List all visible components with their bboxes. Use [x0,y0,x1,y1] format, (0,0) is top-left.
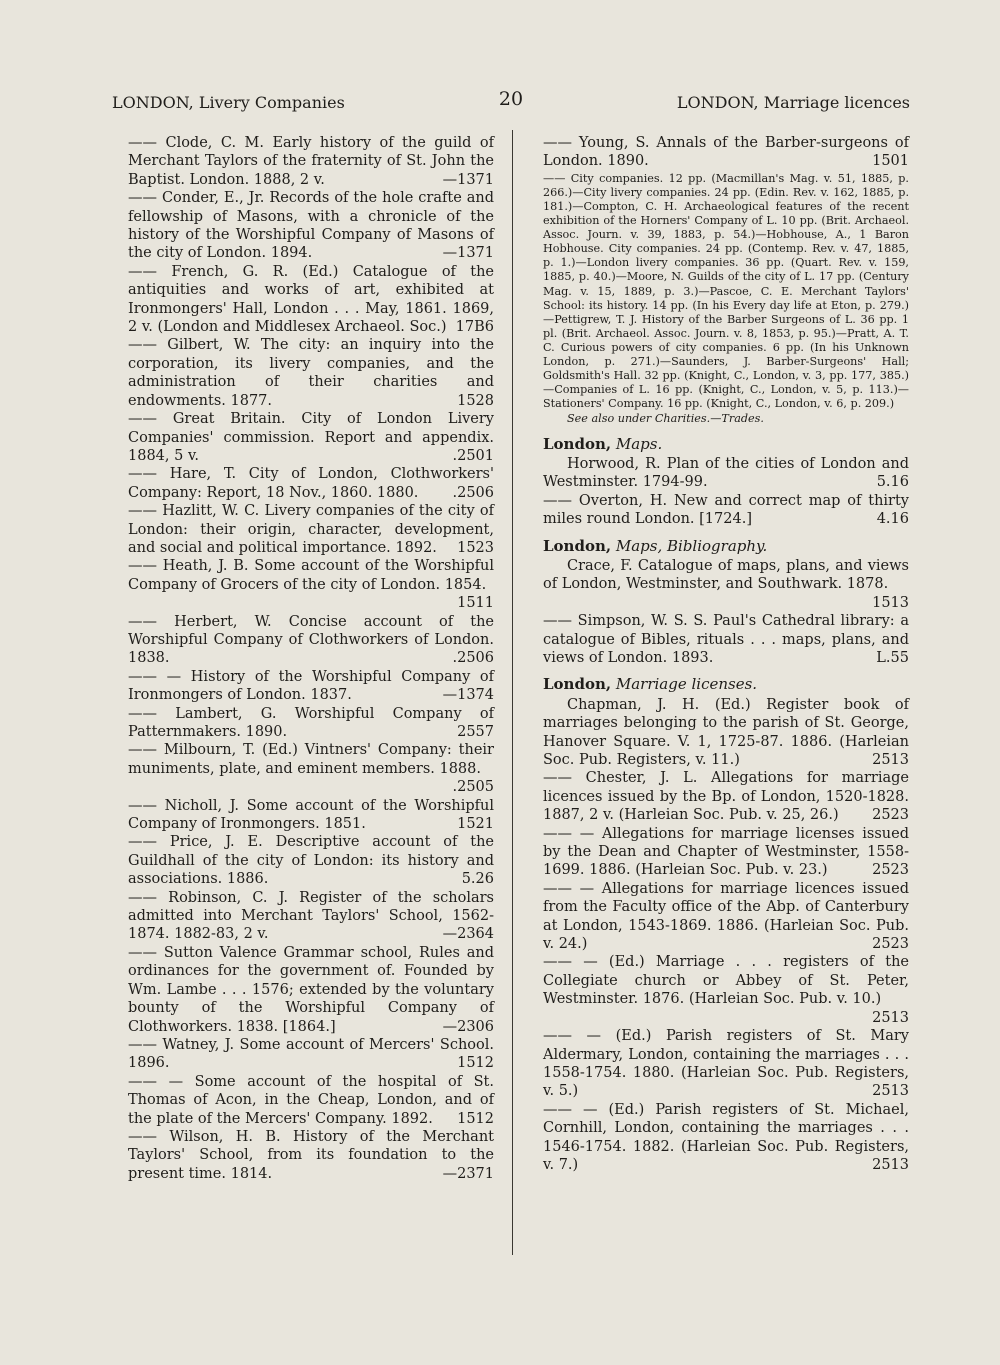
entry-text: —— Chester, J. L. Allegations for marriage licences issued by the Bp. of London, 1520-1828. 1887, 2 v. (Harleian Soc. Pub. v. 25, 26.) [543,770,909,824]
entry-text: Chapman, J. H. (Ed.) Register book of marriages belonging to the parish of St. George, Hanover Square. V. 1, 1725-87. 1886. (Harleian Soc. Pub. Registers, v. 11.) [543,696,909,768]
catalogue-entry [128,263,494,337]
entry-shelfmark: 5.26 [461,871,494,888]
entry-shelfmark: 1501 [872,153,909,170]
entry-shelfmark: 2523 [872,862,909,879]
entry-text: —— — (Ed.) Marriage . . . registers of the Collegiate church or Abbey of St. Peter, Westminster. 1876. (Harleian Soc. Pub. v. 10.) [543,954,909,1008]
entry-text: —— — (Ed.) Parish registers of St. Michael, Cornhill, London, containing the marriages . . . 1546-1754. 1882. (Harleian Soc. Pub. Registers, v. 7.) [543,1101,909,1173]
entry-shelfmark: 2513 [872,1156,909,1173]
entry-text: —— — History of the Worshipful Company of Ironmongers of London. 1837. [128,668,494,704]
section-heading-marriage [543,675,909,693]
entry-text: —— Hazlitt, W. C. Livery companies of the city of London: their origin, character, development, and social and political importance. 1892. [128,503,494,556]
entry-shelfmark: 5.16 [876,474,909,491]
entry-shelfmark: 1512 [457,1110,494,1127]
catalogue-entry [543,1101,909,1175]
entry-shelfmark: 2513 [872,1009,909,1026]
bibliography-entries [543,557,909,667]
catalogue-entry [128,410,494,465]
catalogue-entry [128,134,494,189]
entry-shelfmark: 1513 [872,594,909,611]
catalogue-entry [128,1128,494,1183]
entry-text: —— Overton, H. New and correct map of thirty miles round London. [1724.] [543,492,909,528]
page-number: 20 [498,88,524,110]
catalogue-entry [128,557,494,612]
catalogue-entry [128,668,494,705]
entry-text: —— Heath, J. B. Some account of the Worshipful Company of Grocers of the city of London. 1854. [128,558,494,593]
catalogue-entry [128,833,494,888]
entry-text: —— Sutton Valence Grammar school, Rules and ordinances for the government of. Founded by Wm. Lambe . . . 1576; extended by the voluntary bounty of the Worshipful Company of Clothworkers. 1838. [1864.] [128,944,494,1035]
section-heading-bold: London, [543,434,612,453]
catalogue-entry [543,557,909,612]
catalogue-entry [128,189,494,263]
entry-text: —— — (Ed.) Parish registers of St. Mary Aldermary, London, containing the marriages . . . 1558-1754. 1880. (Harleian Soc. Pub. Registers, v. 5.) [543,1028,909,1100]
entry-text: —— — Some account of the hospital of St. Thomas of Acon, in the Cheap, London, and of the plate of the Mercers' Company. 1892. [128,1073,494,1127]
catalogue-entry [128,797,494,834]
section-heading-rest: Maps. [611,434,663,453]
entry-text: —— French, G. R. (Ed.) Catalogue of the antiquities and works of art, exhibited at Ironmongers' Hall, London . . . May, 1861. 1869, 2 v. (London and Middlesex Archaeol. Soc.) [128,263,494,336]
entry-shelfmark: 4.16 [876,511,909,528]
entry-shelfmark: .2505 [452,779,494,796]
catalogue-entry [128,1073,494,1128]
section-heading-maps [543,435,909,453]
page-header [112,88,910,118]
section-heading-bibliography [543,537,909,555]
entry-shelfmark: —1371 [442,171,494,188]
entry-shelfmark: L.55 [876,649,909,666]
section-heading-rest: Marriage licenses. [611,675,758,694]
catalogue-entry [543,696,909,770]
right-column [543,134,909,1174]
entry-shelfmark: —2306 [442,1018,494,1035]
catalogue-entry [543,134,909,171]
entry-text: —— Conder, E., Jr. Records of the hole crafte and fellowship of Masons, with a chronicle of the history of the Worshipful Company of Masons of the city of London. 1894. [128,190,494,262]
entry-shelfmark: 2523 [872,807,909,824]
marriage-entries [543,696,909,1175]
catalogue-entry [543,953,909,1027]
catalogue-entry [543,612,909,667]
catalogue-entry [543,1027,909,1101]
entry-text: —— Hare, T. City of London, Clothworkers' Company: Report, 18 Nov., 1860. 1880. [128,466,494,501]
header-left-title: LONDON, Livery Companies [112,93,345,112]
entry-shelfmark: 2523 [872,936,909,953]
catalogue-entry [128,613,494,668]
entry-text: —— Milbourn, T. (Ed.) Vintners' Company: their muniments, plate, and eminent members. 1888. [128,742,494,777]
catalogue-entry [128,1036,494,1073]
maps-entries [543,455,909,529]
catalogue-entry [128,465,494,502]
catalogue-entry [543,492,909,529]
catalogue-entry [128,944,494,1036]
entry-shelfmark: —2364 [442,926,494,943]
section-heading-rest: Maps, Bibliography. [611,536,768,555]
left-column [128,134,494,1183]
entry-text: —— Lambert, G. Worshipful Company of Patternmakers. 1890. [128,705,494,740]
entry-text: —— Price, J. E. Descriptive account of the Guildhall of the city of London: its history and associations. 1886. [128,834,494,888]
entry-shelfmark: 2513 [872,1083,909,1100]
catalogue-entry [543,825,909,880]
entry-text: —— Young, S. Annals of the Barber-surgeons of London. 1890. [543,135,909,170]
column-divider [512,130,513,1255]
entry-shelfmark: —1374 [442,687,494,704]
entry-text: —— Gilbert, W. The city: an inquiry into the corporation, its livery companies, and the administration of their charities and endowments. 1877. [128,337,494,409]
section-heading-bold: London, [543,536,612,555]
header-right-title: LONDON, Marriage licences [676,93,910,112]
entry-text: —— Nicholl, J. Some account of the Worshipful Company of Ironmongers. 1851. [128,797,494,833]
entry-shelfmark: 1523 [457,539,494,556]
entry-shelfmark: 2557 [457,724,494,740]
catalogue-entry [543,880,909,954]
catalogue-entry [128,336,494,410]
see-also-note: See also under Charities.—Trades. [567,412,764,426]
entry-text: —— — Allegations for marriage licences issued from the Faculty office of the Abp. of Canterbury at London, 1543-1869. 1886. (Harleian Soc. Pub. v. 24.) [543,880,909,953]
entry-text: —— Watney, J. Some account of Mercers' School. 1896. [128,1036,494,1072]
catalogue-entry [543,769,909,824]
entry-text: —— Simpson, W. S. S. Paul's Cathedral library: a catalogue of Bibles, rituals . . . maps, plans, and views of London. 1893. [543,613,909,666]
entry-text: Crace, F. Catalogue of maps, plans, and views of London, Westminster, and Southwark. 1878. [543,557,909,593]
entry-text: —— Herbert, W. Concise account of the Worshipful Company of Clothworkers of London. 1838. [128,613,494,667]
entry-shelfmark: .2501 [452,447,494,464]
catalogue-entry [128,741,494,796]
entry-shelfmark: 1528 [457,392,494,409]
section-heading-bold: London, [543,675,612,694]
entry-text: —— Wilson, H. B. History of the Merchant Taylors' School, from its foundation to the present time. 1814. [128,1128,494,1182]
entry-text: —— Clode, C. M. Early history of the guild of Merchant Taylors of the fraternity of St. John the Baptist. London. 1888, 2 v. [128,135,494,188]
entry-shelfmark: .2506 [452,650,494,667]
entry-shelfmark: 1521 [457,816,494,833]
catalogue-entry [543,455,909,492]
entry-text: —— — Allegations for marriage licenses issued by the Dean and Chapter of Westminster, 1558-1699. 1886. (Harleian Soc. Pub. v. 23.) [543,825,909,879]
entry-shelfmark: .2506 [452,484,494,501]
articles-note: —— City companies. 12 pp. (Macmillan's Mag. v. 51, 1885, p. 266.)—City livery companies. 24 pp. (Edin. Rev. v. 162, 1885, p. 181.)—Compton, C. H. Archaeological features of the recent exhibition of the Horners' Company of L. 10 pp. (Brit. Archaeol. Assoc. Journ. v. 39, 1883, p. 54.)—Hobhouse, A., 1 Baron Hobhouse. City companies. 24 pp. (Contemp. Rev. v. 47, 1885, p. 1.)—London livery companies. 36 pp. (Quart. Rev. v. 159, 1885, p. 40.)—Moore, N. Guilds of the city of L. 17 pp. (Century Mag. v. 15, 1889, p. 3.)—Pascoe, C. E. Merchant Taylors' School: its history. 14 pp. (In his Every day life at Eton, p. 279.)—Pettigrew, T. J. History of the Barber Surgeons of L. 36 pp. 1 pl. (Brit. Archaeol. Assoc. Journ. v. 8, 1853, p. 95.)—Pratt, A. T. C. Curious powers of city companies. 6 pp. (In his Unknown London, p. 271.)—Saunders, J. Barber-Surgeons' Hall; Goldsmith's Hall. 32 pp. (Knight, C., London, v. 3, pp. 177, 385.)—Companies of L. 16 pp. (Knight, C., London, v. 5, p. 113.)—Stationers' Company. 16 pp. (Knight, C., London, v. 6, p. 209.) [543,171,909,411]
entry-text: —— Robinson, C. J. Register of the scholars admitted into Merchant Taylors' School, 1562-1874. 1882-83, 2 v. [128,889,494,943]
catalogue-entry [128,705,494,742]
entry-shelfmark: 1512 [457,1055,494,1072]
entry-text: —— Great Britain. City of London Livery Companies' commission. Report and appendix. 1884, 5 v. [128,411,494,464]
entry-text: Horwood, R. Plan of the cities of London and Westminster. 1794-99. [543,455,909,491]
entry-shelfmark: —1371 [442,245,494,262]
entry-shelfmark: 17B6 [455,319,494,336]
catalogue-entry [128,502,494,557]
entry-shelfmark: —2371 [442,1165,494,1182]
entry-shelfmark: 1511 [457,595,494,612]
catalogue-entry [128,889,494,944]
entry-shelfmark: 2513 [872,752,909,768]
